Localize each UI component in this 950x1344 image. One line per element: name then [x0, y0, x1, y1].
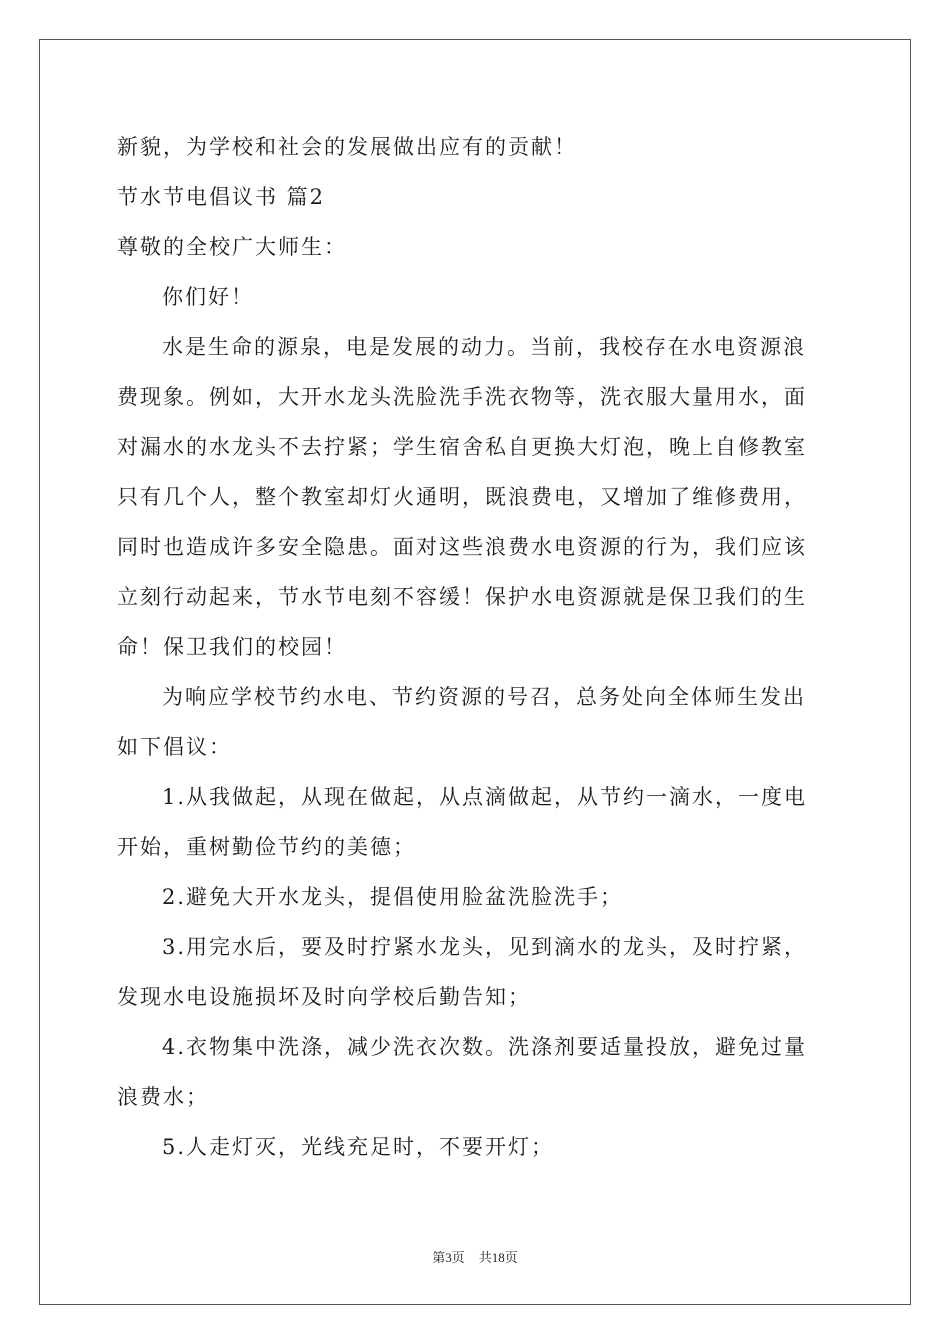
text-line: 对漏水的水龙头不去拧紧；学生宿舍私自更换大灯泡，晚上自修教室 — [117, 435, 807, 459]
text-line: 费现象。例如，大开水龙头洗脸洗手洗衣物等，洗衣服大量用水，面 — [117, 385, 807, 409]
page-total: 共18页 — [478, 1250, 518, 1265]
text-line: 只有几个人，整个教室却灯火通明，既浪费电，又增加了维修费用， — [117, 485, 807, 509]
section-heading: 节水节电倡议书 篇2 — [117, 185, 326, 209]
document-body — [117, 122, 837, 1172]
greeting: 你们好！ — [162, 285, 254, 309]
list-item: 3.用完水后，要及时拧紧水龙头，见到滴水的龙头，及时拧紧， — [162, 935, 808, 959]
list-item: 5.人走灯灭，光线充足时，不要开灯； — [162, 1135, 555, 1159]
list-item: 4.衣物集中洗涤，减少洗衣次数。洗涤剂要适量投放，避免过量 — [162, 1035, 808, 1059]
text-line: 为响应学校节约水电、节约资源的号召，总务处向全体师生发出 — [162, 685, 806, 709]
text-line: 同时也造成许多安全隐患。面对这些浪费水电资源的行为，我们应该 — [117, 535, 807, 559]
text-line: 新貌，为学校和社会的发展做出应有的贡献！ — [117, 135, 577, 159]
page-footer — [0, 1247, 950, 1266]
text-line: 浪费水； — [117, 1085, 209, 1109]
list-item: 2.避免大开水龙头，提倡使用脸盆洗脸洗手； — [162, 885, 624, 909]
page-number: 第3页 — [432, 1250, 465, 1265]
salutation: 尊敬的全校广大师生： — [117, 235, 347, 259]
text-line: 开始，重树勤俭节约的美德； — [117, 835, 416, 859]
text-line: 命！保卫我们的校园！ — [117, 635, 347, 659]
text-line: 立刻行动起来，节水节电刻不容缓！保护水电资源就是保卫我们的生 — [117, 585, 807, 609]
list-item: 1.从我做起，从现在做起，从点滴做起，从节约一滴水，一度电 — [162, 785, 808, 809]
text-line: 水是生命的源泉，电是发展的动力。当前，我校存在水电资源浪 — [162, 335, 806, 359]
text-line: 如下倡议： — [117, 735, 232, 759]
text-line: 发现水电设施损坏及时向学校后勤告知； — [117, 985, 531, 1009]
